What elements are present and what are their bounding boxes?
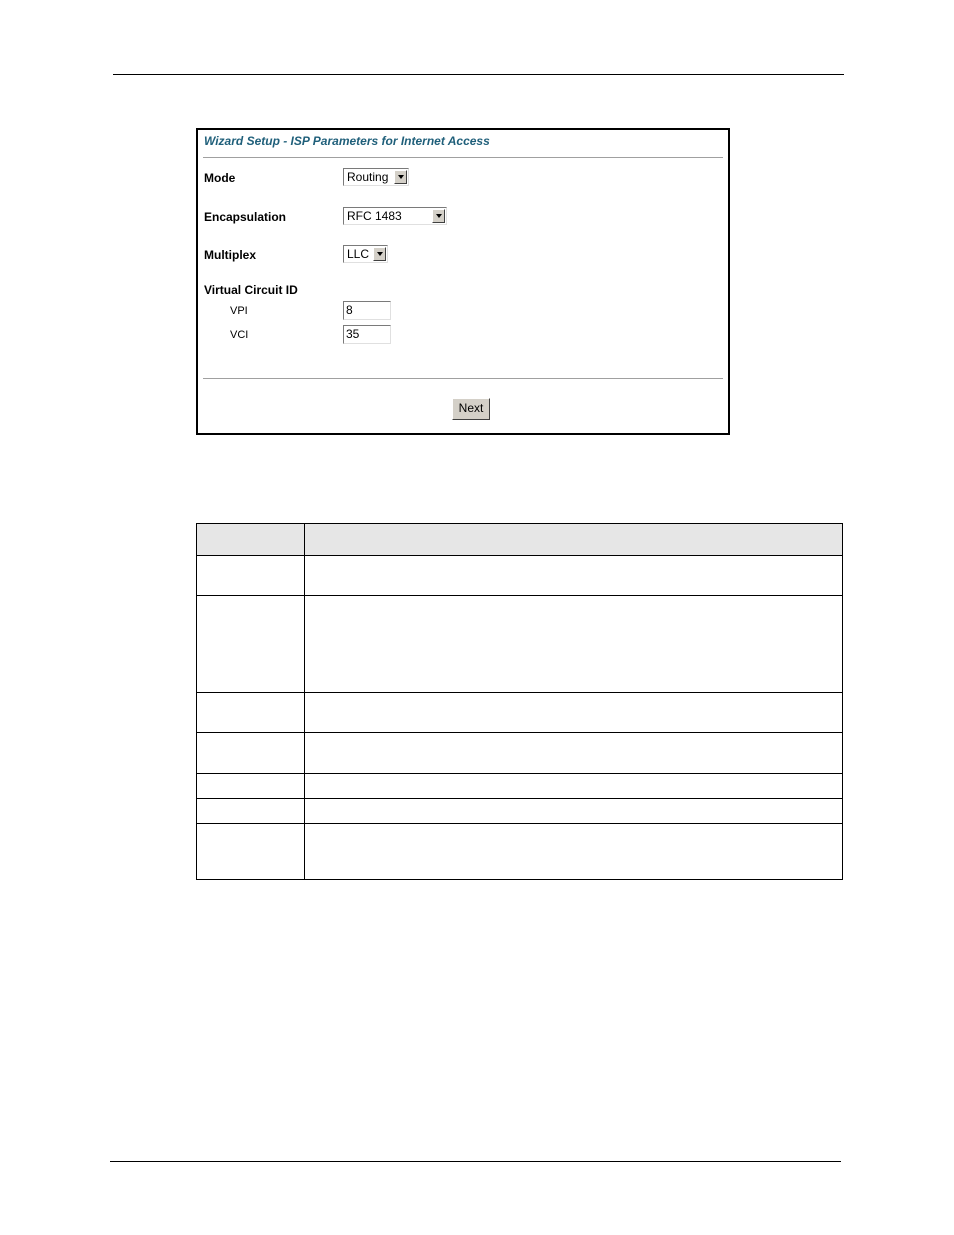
- vci-label: VCI: [230, 329, 249, 341]
- top-rule: [113, 74, 844, 75]
- multiplex-select-value: LLC: [347, 247, 370, 261]
- table-cell-description: [305, 799, 843, 824]
- next-button[interactable]: Next: [452, 398, 490, 420]
- chevron-down-icon[interactable]: [432, 209, 445, 223]
- vci-input[interactable]: 35: [343, 325, 391, 344]
- chevron-down-icon[interactable]: [394, 170, 407, 184]
- encapsulation-select-value: RFC 1483: [347, 209, 402, 223]
- table-row: [197, 824, 843, 880]
- table-row: [197, 799, 843, 824]
- table-row: [197, 774, 843, 799]
- vpi-input[interactable]: 8: [343, 301, 391, 320]
- mode-label: Mode: [204, 171, 236, 185]
- table-row: [197, 733, 843, 774]
- multiplex-label: Multiplex: [204, 248, 257, 262]
- table-cell-label: [197, 733, 305, 774]
- table-header-label: [197, 524, 305, 556]
- multiplex-select[interactable]: [343, 245, 388, 263]
- table-row: [197, 596, 843, 693]
- table-cell-label: [197, 596, 305, 693]
- mode-select-value: Routing: [347, 170, 389, 184]
- description-table: [196, 523, 843, 880]
- table-cell-description: [305, 556, 843, 596]
- vpi-label: VPI: [230, 305, 248, 317]
- table-header-row: [197, 524, 843, 556]
- mode-select[interactable]: [343, 168, 409, 186]
- table-cell-description: [305, 733, 843, 774]
- table-cell-description: [305, 596, 843, 693]
- encapsulation-select[interactable]: [343, 207, 447, 225]
- table-row: [197, 556, 843, 596]
- wizard-panel: [196, 128, 730, 435]
- chevron-down-icon[interactable]: [373, 247, 386, 261]
- footer-divider: [203, 378, 723, 380]
- table-cell-label: [197, 799, 305, 824]
- table-cell-label: [197, 824, 305, 880]
- table-cell-description: [305, 693, 843, 733]
- bottom-rule: [110, 1161, 841, 1162]
- table-cell-label: [197, 693, 305, 733]
- title-divider: [203, 157, 723, 159]
- table-cell-label: [197, 774, 305, 799]
- table-header-description: [305, 524, 843, 556]
- virtual-circuit-label: Virtual Circuit ID: [204, 283, 298, 297]
- table-cell-label: [197, 556, 305, 596]
- encapsulation-label: Encapsulation: [204, 210, 287, 224]
- table-cell-description: [305, 824, 843, 880]
- table-cell-description: [305, 774, 843, 799]
- wizard-title: Wizard Setup - ISP Parameters for Internet Access: [204, 134, 490, 148]
- table-row: [197, 693, 843, 733]
